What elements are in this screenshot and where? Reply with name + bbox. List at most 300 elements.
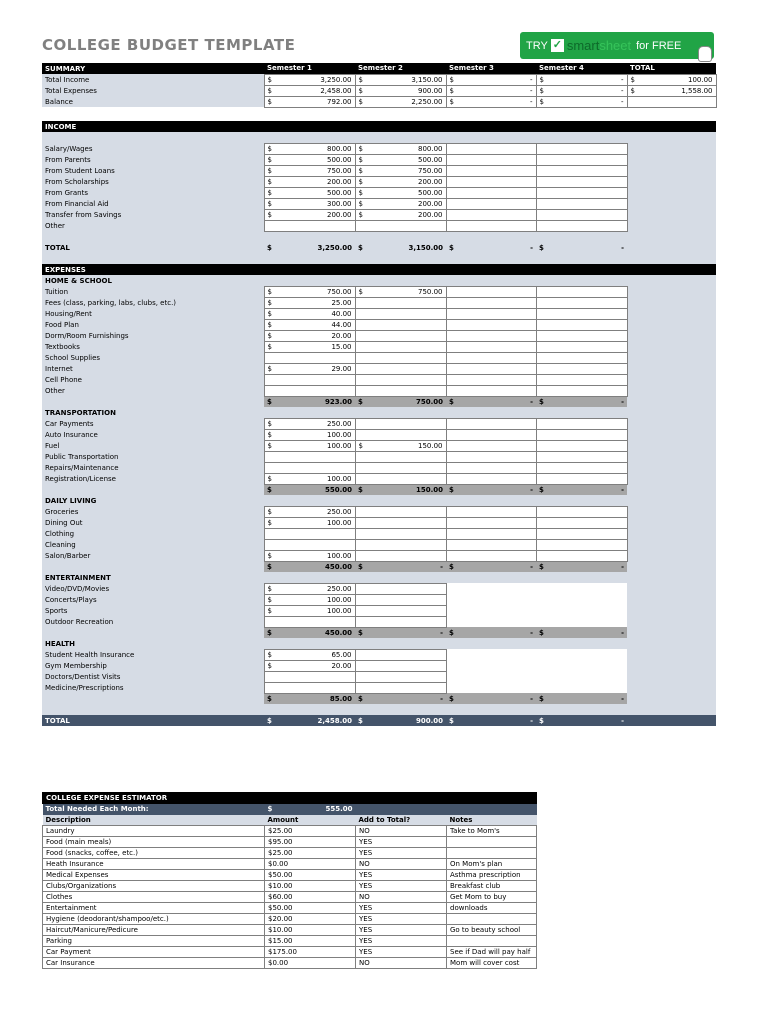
semester-1-cell[interactable]	[264, 429, 355, 440]
semester-1-cell[interactable]	[264, 660, 355, 671]
estimator-amount[interactable]: $175.00	[265, 947, 356, 958]
semester-4-cell[interactable]	[536, 517, 627, 528]
total-cell	[627, 154, 716, 165]
semester-3-cell[interactable]	[446, 539, 536, 550]
semester-4-cell[interactable]	[536, 220, 627, 231]
banner-brand-a: smart	[566, 38, 600, 53]
semester-4-cell[interactable]	[536, 616, 627, 627]
subtotal-value[interactable]	[446, 396, 536, 407]
semester-4-cell[interactable]	[536, 374, 627, 385]
semester-2-cell[interactable]	[355, 176, 446, 187]
estimator-description[interactable]: Haircut/Manicure/Pedicure	[43, 925, 265, 936]
semester-3-cell[interactable]	[446, 187, 536, 198]
estimator-add-to-total[interactable]: YES	[356, 936, 447, 947]
estimator-notes[interactable]: See if Dad will pay half	[447, 947, 537, 958]
estimator-add-to-total[interactable]: YES	[356, 848, 447, 859]
semester-1-cell[interactable]	[264, 352, 355, 363]
totals-value[interactable]	[536, 715, 627, 726]
subtotal-value[interactable]	[536, 693, 627, 704]
totals-label: TOTAL	[42, 715, 264, 726]
semester-4-cell[interactable]	[536, 682, 627, 693]
estimator-notes[interactable]: Take to Mom's	[447, 826, 537, 837]
semester-1-cell[interactable]	[264, 616, 355, 627]
semester-4-cell[interactable]	[536, 671, 627, 682]
estimator-notes[interactable]: On Mom's plan	[447, 859, 537, 870]
total-cell	[627, 187, 716, 198]
semester-1-cell[interactable]	[264, 440, 355, 451]
semester-2-cell[interactable]	[355, 660, 446, 671]
try-smartsheet-button[interactable]	[520, 32, 714, 59]
spacer-cell	[264, 704, 355, 715]
estimator-amount[interactable]: $15.00	[265, 936, 356, 947]
semester-4-cell[interactable]	[536, 330, 627, 341]
semester-1-cell[interactable]	[264, 220, 355, 231]
summary-cell[interactable]	[264, 96, 355, 107]
estimator-column-header: Amount	[265, 815, 356, 826]
summary-cell[interactable]	[264, 85, 355, 96]
estimator-add-to-total[interactable]: NO	[356, 958, 447, 969]
semester-3-cell[interactable]	[446, 616, 536, 627]
semester-4-cell[interactable]	[536, 308, 627, 319]
semester-4-cell[interactable]	[536, 154, 627, 165]
semester-3-cell[interactable]	[446, 209, 536, 220]
estimator-amount[interactable]: $20.00	[265, 914, 356, 925]
expense-row	[42, 671, 716, 682]
semester-1-cell[interactable]	[264, 418, 355, 429]
spacer-cell	[355, 132, 446, 143]
semester-2-cell[interactable]	[355, 341, 446, 352]
page-title: COLLEGE BUDGET TEMPLATE	[42, 36, 296, 54]
semester-1-cell[interactable]	[264, 198, 355, 209]
estimator-description[interactable]: Food (snacks, coffee, etc.)	[43, 848, 265, 859]
semester-4-cell[interactable]	[536, 440, 627, 451]
totals-value[interactable]	[446, 715, 536, 726]
semester-3-cell[interactable]	[446, 440, 536, 451]
estimator-amount[interactable]: $0.00	[265, 958, 356, 969]
semester-3-cell[interactable]	[446, 506, 536, 517]
summary-cell[interactable]	[446, 85, 536, 96]
line-item-label: From Financial Aid	[42, 198, 264, 209]
estimator-add-to-total[interactable]: NO	[356, 859, 447, 870]
semester-3-cell[interactable]	[446, 550, 536, 561]
estimator-notes[interactable]: Get Mom to buy	[447, 892, 537, 903]
semester-3-cell[interactable]	[446, 517, 536, 528]
semester-2-cell[interactable]	[355, 682, 446, 693]
total-cell	[627, 528, 716, 539]
estimator-description[interactable]: Heath Insurance	[43, 859, 265, 870]
income-total-row	[42, 242, 716, 253]
semester-4-cell[interactable]	[536, 528, 627, 539]
semester-1-cell[interactable]	[264, 594, 355, 605]
semester-1-cell[interactable]	[264, 583, 355, 594]
currency-symbol: $	[358, 694, 363, 703]
semester-1-cell[interactable]	[264, 374, 355, 385]
semester-1-cell[interactable]	[264, 297, 355, 308]
semester-3-cell[interactable]	[446, 143, 536, 154]
semester-3-cell[interactable]	[446, 154, 536, 165]
semester-1-cell[interactable]	[264, 451, 355, 462]
estimator-description[interactable]: Entertainment	[43, 903, 265, 914]
estimator-description[interactable]: Parking	[43, 936, 265, 947]
semester-3-cell[interactable]	[446, 165, 536, 176]
subtotal-fill	[627, 561, 716, 572]
semester-4-cell[interactable]	[536, 594, 627, 605]
semester-2-cell[interactable]	[355, 605, 446, 616]
estimator-notes[interactable]: Breakfast club	[447, 881, 537, 892]
estimator-description[interactable]: Medical Expenses	[43, 870, 265, 881]
semester-4-cell[interactable]	[536, 451, 627, 462]
semester-1-cell[interactable]	[264, 187, 355, 198]
semester-4-cell[interactable]	[536, 473, 627, 484]
semester-4-cell[interactable]	[536, 341, 627, 352]
semester-4-cell[interactable]	[536, 198, 627, 209]
estimator-amount[interactable]: $10.00	[265, 925, 356, 936]
section-header-fill	[536, 121, 627, 132]
subtotal-label	[42, 561, 264, 572]
semester-1-cell[interactable]	[264, 176, 355, 187]
semester-3-cell[interactable]	[446, 330, 536, 341]
semester-4-cell[interactable]	[536, 352, 627, 363]
subtotal-value[interactable]	[536, 561, 627, 572]
semester-1-cell[interactable]	[264, 539, 355, 550]
spacer-cell	[42, 132, 264, 143]
expense-group-fill	[536, 495, 627, 506]
summary-cell[interactable]	[627, 96, 716, 107]
estimator-description[interactable]: Laundry	[43, 826, 265, 837]
semester-2-cell[interactable]	[355, 297, 446, 308]
semester-3-cell[interactable]	[446, 605, 536, 616]
cell-value: 800.00	[418, 144, 443, 153]
estimator-amount[interactable]: $25.00	[265, 848, 356, 859]
cell-value: 900.00	[415, 716, 443, 725]
estimator-description[interactable]: Hygiene (deodorant/shampoo/etc.)	[43, 914, 265, 925]
estimator-add-to-total[interactable]: YES	[356, 925, 447, 936]
semester-3-cell[interactable]	[446, 286, 536, 297]
summary-cell[interactable]	[355, 74, 446, 85]
estimator-amount[interactable]: $10.00	[265, 881, 356, 892]
semester-4-cell[interactable]	[536, 660, 627, 671]
semester-1-cell[interactable]	[264, 143, 355, 154]
semester-3-cell[interactable]	[446, 341, 536, 352]
semester-1-cell[interactable]	[264, 209, 355, 220]
subtotal-value[interactable]	[536, 627, 627, 638]
semester-2-cell[interactable]	[355, 429, 446, 440]
semester-2-cell[interactable]	[355, 451, 446, 462]
summary-cell[interactable]	[355, 85, 446, 96]
semester-2-cell[interactable]	[355, 671, 446, 682]
totals-value[interactable]	[446, 242, 536, 253]
subtotal-value[interactable]	[264, 627, 355, 638]
semester-1-cell[interactable]	[264, 165, 355, 176]
estimator-notes[interactable]	[447, 914, 537, 925]
semester-4-cell[interactable]	[536, 165, 627, 176]
semester-2-cell[interactable]	[355, 165, 446, 176]
summary-cell[interactable]	[446, 96, 536, 107]
semester-3-cell[interactable]	[446, 649, 536, 660]
semester-1-cell[interactable]	[264, 506, 355, 517]
subtotal-value[interactable]	[264, 693, 355, 704]
estimator-header-fill	[356, 793, 447, 804]
semester-3-cell[interactable]	[446, 660, 536, 671]
semester-3-cell[interactable]	[446, 462, 536, 473]
summary-cell[interactable]	[446, 74, 536, 85]
semester-3-cell[interactable]	[446, 220, 536, 231]
expense-row	[42, 308, 716, 319]
semester-3-cell[interactable]	[446, 451, 536, 462]
semester-4-cell[interactable]	[536, 462, 627, 473]
currency-symbol: $	[449, 86, 454, 95]
estimator-row	[43, 881, 537, 892]
semester-1-cell[interactable]	[264, 330, 355, 341]
semester-4-cell[interactable]	[536, 429, 627, 440]
semester-2-cell[interactable]	[355, 352, 446, 363]
semester-4-cell[interactable]	[536, 539, 627, 550]
semester-4-cell[interactable]	[536, 385, 627, 396]
subtotal-value[interactable]	[446, 561, 536, 572]
semester-2-cell[interactable]	[355, 594, 446, 605]
semester-1-cell[interactable]	[264, 154, 355, 165]
estimator-add-to-total[interactable]: NO	[356, 892, 447, 903]
spacer-cell	[536, 704, 627, 715]
spacer-cell	[536, 253, 627, 264]
semester-3-cell[interactable]	[446, 363, 536, 374]
semester-4-cell[interactable]	[536, 176, 627, 187]
semester-1-cell[interactable]	[264, 550, 355, 561]
estimator-add-to-total[interactable]: NO	[356, 826, 447, 837]
estimator-amount[interactable]: $50.00	[265, 903, 356, 914]
line-item-label: Dorm/Room Furnishings	[42, 330, 264, 341]
subtotal-value[interactable]	[355, 484, 446, 495]
summary-cell[interactable]	[627, 85, 716, 96]
totals-value[interactable]	[264, 242, 355, 253]
semester-4-cell[interactable]	[536, 583, 627, 594]
semester-1-cell[interactable]	[264, 605, 355, 616]
semester-4-cell[interactable]	[536, 418, 627, 429]
subtotal-value[interactable]	[355, 693, 446, 704]
estimator-amount[interactable]: $50.00	[265, 870, 356, 881]
summary-row-label: Total Expenses	[42, 85, 264, 96]
summary-cell[interactable]	[627, 74, 716, 85]
income-row	[42, 143, 716, 154]
semester-3-cell[interactable]	[446, 429, 536, 440]
semester-2-cell[interactable]	[355, 517, 446, 528]
expense-group-fill	[536, 275, 627, 286]
semester-4-cell[interactable]	[536, 506, 627, 517]
semester-3-cell[interactable]	[446, 176, 536, 187]
semester-4-cell[interactable]	[536, 605, 627, 616]
semester-3-cell[interactable]	[446, 297, 536, 308]
semester-4-cell[interactable]	[536, 286, 627, 297]
estimator-amount[interactable]: $60.00	[265, 892, 356, 903]
semester-1-cell[interactable]	[264, 286, 355, 297]
line-item-label: Housing/Rent	[42, 308, 264, 319]
semester-4-cell[interactable]	[536, 297, 627, 308]
semester-2-cell[interactable]	[355, 506, 446, 517]
semester-2-cell[interactable]	[355, 418, 446, 429]
semester-2-cell[interactable]	[355, 539, 446, 550]
semester-3-cell[interactable]	[446, 385, 536, 396]
semester-4-cell[interactable]	[536, 319, 627, 330]
income-row	[42, 187, 716, 198]
semester-2-cell[interactable]	[355, 385, 446, 396]
semester-1-cell[interactable]	[264, 363, 355, 374]
semester-3-cell[interactable]	[446, 198, 536, 209]
subtotal-value[interactable]	[536, 484, 627, 495]
estimator-description[interactable]: Clothes	[43, 892, 265, 903]
total-cell	[627, 220, 716, 231]
semester-3-cell[interactable]	[446, 374, 536, 385]
subtotal-value[interactable]	[536, 396, 627, 407]
semester-1-cell[interactable]	[264, 319, 355, 330]
semester-2-cell[interactable]	[355, 319, 446, 330]
cell-value: 15.00	[331, 342, 352, 351]
semester-3-cell[interactable]	[446, 528, 536, 539]
subtotal-value[interactable]	[446, 627, 536, 638]
semester-4-cell[interactable]	[536, 363, 627, 374]
semester-3-cell[interactable]	[446, 594, 536, 605]
semester-2-cell[interactable]	[355, 209, 446, 220]
subtotal-value[interactable]	[264, 484, 355, 495]
estimator-add-to-total[interactable]: YES	[356, 947, 447, 958]
currency-symbol: $	[267, 650, 272, 659]
semester-1-cell[interactable]	[264, 649, 355, 660]
semester-2-cell[interactable]	[355, 330, 446, 341]
semester-1-cell[interactable]	[264, 671, 355, 682]
estimator-description[interactable]: Food (main meals)	[43, 837, 265, 848]
semester-2-cell[interactable]	[355, 154, 446, 165]
estimator-add-to-total[interactable]: YES	[356, 903, 447, 914]
currency-symbol: $	[539, 716, 544, 725]
estimator-notes[interactable]: Mom will cover cost	[447, 958, 537, 969]
cell-value: 150.00	[415, 485, 443, 494]
semester-1-cell[interactable]	[264, 308, 355, 319]
semester-4-cell[interactable]	[536, 550, 627, 561]
estimator-notes[interactable]	[447, 936, 537, 947]
semester-1-cell[interactable]	[264, 341, 355, 352]
semester-2-cell[interactable]	[355, 198, 446, 209]
totals-value[interactable]	[264, 715, 355, 726]
estimator-notes[interactable]	[447, 837, 537, 848]
semester-4-cell[interactable]	[536, 649, 627, 660]
semester-2-cell[interactable]	[355, 550, 446, 561]
summary-cell[interactable]	[264, 74, 355, 85]
estimator-amount[interactable]: $25.00	[265, 826, 356, 837]
estimator-notes[interactable]: downloads	[447, 903, 537, 914]
subtotal-value[interactable]	[355, 396, 446, 407]
subtotal-value[interactable]	[446, 693, 536, 704]
expense-row	[42, 528, 716, 539]
summary-cell[interactable]	[536, 85, 627, 96]
semester-2-cell[interactable]	[355, 473, 446, 484]
semester-1-cell[interactable]	[264, 462, 355, 473]
semester-3-cell[interactable]	[446, 473, 536, 484]
total-needed-fill	[447, 804, 537, 815]
cell-value: 3,250.00	[317, 243, 352, 252]
currency-symbol: $	[267, 716, 272, 725]
subtotal-value[interactable]	[264, 396, 355, 407]
subtotal-value[interactable]	[355, 561, 446, 572]
semester-4-cell[interactable]	[536, 143, 627, 154]
semester-3-cell[interactable]	[446, 319, 536, 330]
estimator-notes[interactable]	[447, 848, 537, 859]
cell-value: 500.00	[327, 188, 352, 197]
total-needed-value[interactable]	[265, 804, 356, 815]
semester-2-cell[interactable]	[355, 220, 446, 231]
currency-symbol: $	[358, 562, 363, 571]
expense-row	[42, 506, 716, 517]
cell-value: 250.00	[327, 507, 352, 516]
semester-3-cell[interactable]	[446, 418, 536, 429]
semester-2-cell[interactable]	[355, 143, 446, 154]
cell-value: -	[621, 485, 624, 494]
estimator-add-to-total[interactable]: YES	[356, 837, 447, 848]
semester-2-cell[interactable]	[355, 462, 446, 473]
semester-1-cell[interactable]	[264, 517, 355, 528]
estimator-notes[interactable]: Go to beauty school	[447, 925, 537, 936]
total-cell	[627, 440, 716, 451]
semester-3-cell[interactable]	[446, 671, 536, 682]
semester-2-cell[interactable]	[355, 583, 446, 594]
cell-value: -	[620, 97, 624, 106]
summary-cell[interactable]	[536, 96, 627, 107]
total-cell	[627, 605, 716, 616]
expense-group-fill	[264, 407, 355, 418]
subtotal-value[interactable]	[355, 627, 446, 638]
semester-3-cell[interactable]	[446, 583, 536, 594]
estimator-description[interactable]: Clubs/Organizations	[43, 881, 265, 892]
semester-1-cell[interactable]	[264, 473, 355, 484]
summary-cell[interactable]	[536, 74, 627, 85]
semester-3-cell[interactable]	[446, 352, 536, 363]
expense-row	[42, 473, 716, 484]
semester-2-cell[interactable]	[355, 187, 446, 198]
semester-4-cell[interactable]	[536, 187, 627, 198]
semester-1-cell[interactable]	[264, 385, 355, 396]
estimator-description[interactable]: Car Insurance	[43, 958, 265, 969]
cell-value: 250.00	[327, 419, 352, 428]
semester-2-cell[interactable]	[355, 363, 446, 374]
semester-1-cell[interactable]	[264, 528, 355, 539]
semester-2-cell[interactable]	[355, 528, 446, 539]
totals-value[interactable]	[355, 242, 446, 253]
semester-2-cell[interactable]	[355, 649, 446, 660]
summary-cell[interactable]	[355, 96, 446, 107]
semester-3-cell[interactable]	[446, 682, 536, 693]
totals-value[interactable]	[355, 715, 446, 726]
currency-symbol: $	[267, 177, 272, 186]
subtotal-value[interactable]	[446, 484, 536, 495]
totals-value[interactable]	[536, 242, 627, 253]
estimator-column-header: Add to Total?	[356, 815, 447, 826]
semester-2-cell[interactable]	[355, 616, 446, 627]
semester-2-cell[interactable]	[355, 374, 446, 385]
income-row	[42, 154, 716, 165]
semester-4-cell[interactable]	[536, 209, 627, 220]
estimator-amount[interactable]: $0.00	[265, 859, 356, 870]
estimator-notes[interactable]: Asthma prescription	[447, 870, 537, 881]
semester-3-cell[interactable]	[446, 308, 536, 319]
estimator-description[interactable]: Car Payment	[43, 947, 265, 958]
semester-1-cell[interactable]	[264, 682, 355, 693]
subtotal-value[interactable]	[264, 561, 355, 572]
estimator-add-to-total[interactable]: YES	[356, 914, 447, 925]
estimator-add-to-total[interactable]: YES	[356, 881, 447, 892]
semester-2-cell[interactable]	[355, 308, 446, 319]
estimator-amount[interactable]: $95.00	[265, 837, 356, 848]
semester-2-cell[interactable]	[355, 440, 446, 451]
estimator-add-to-total[interactable]: YES	[356, 870, 447, 881]
semester-2-cell[interactable]	[355, 286, 446, 297]
